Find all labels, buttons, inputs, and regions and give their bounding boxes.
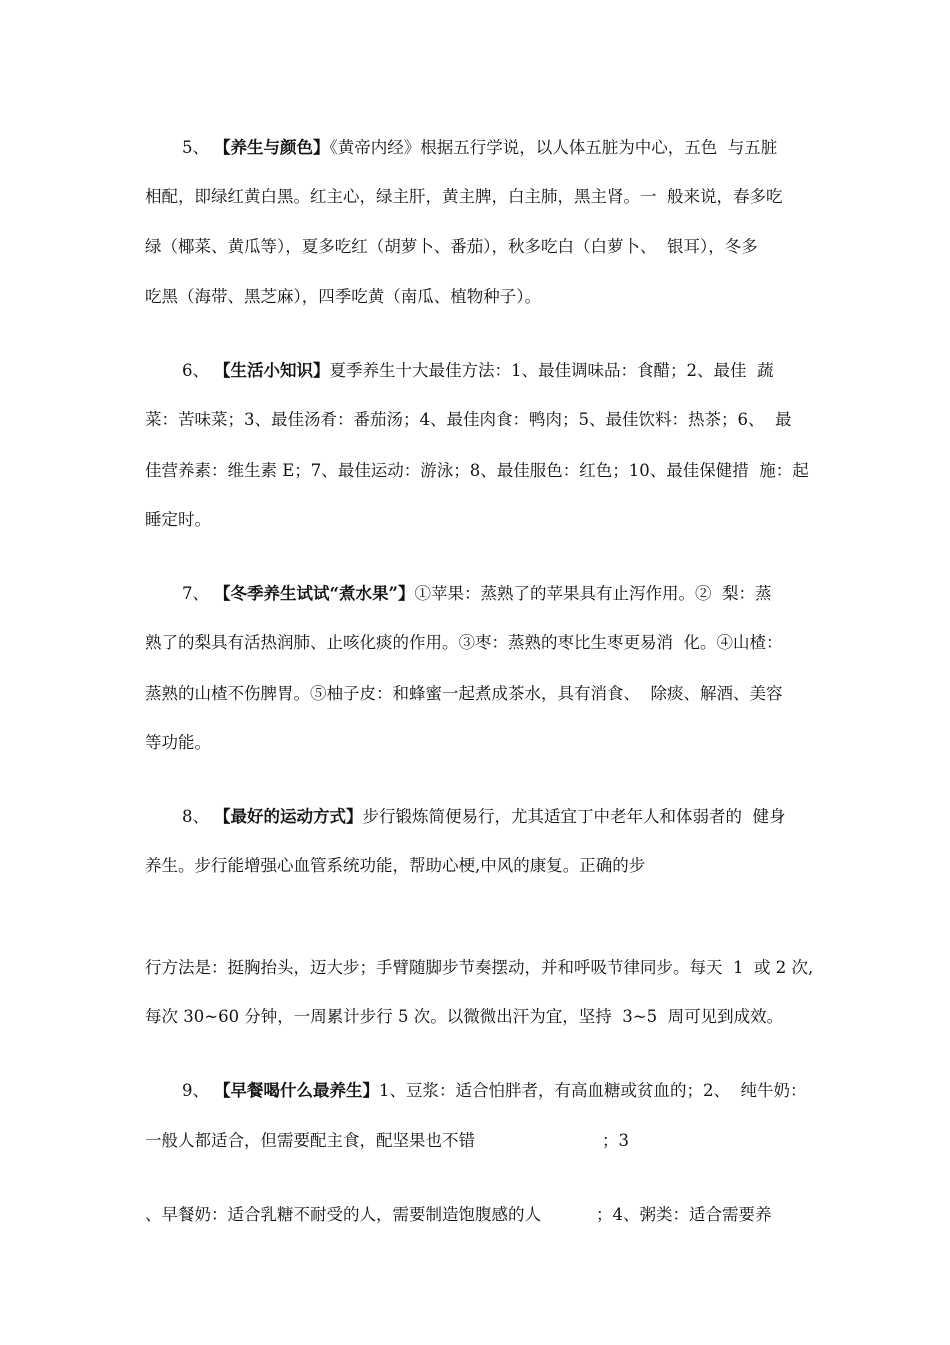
item-number: 5、 [182, 138, 209, 157]
item-6-line-1 [182, 361, 774, 381]
item-text: ①苹果：蒸熟了的苹果具有止泻作用。② 梨：蒸 [414, 584, 772, 603]
item-text: 步行锻炼简便易行，尤其适宜丁中老年人和体弱者的 健身 [362, 807, 786, 826]
item-number: 9、 [182, 1081, 209, 1100]
item-7-line-2: 熟了的梨具有活热润肺、止咳化痰的作用。③枣：蒸熟的枣比生枣更易消 化。④山楂： [145, 633, 783, 652]
item-9-line-2-tail: ；3 [602, 1131, 629, 1150]
item-9-line-1 [182, 1081, 807, 1101]
item-text: 《黄帝内经》根据五行学说，以人体五脏为中心，五色 与五脏 [329, 138, 778, 157]
item-8-line-3: 行方法是：挺胸抬头，迈大步；手臂随脚步节奏摆动，并和呼吸节律同步。每天 1 或 2 次, [145, 958, 814, 977]
item-title: 【养生与颜色】 [214, 138, 330, 157]
item-title: 【最好的运动方式】 [214, 807, 363, 826]
item-title: 【生活小知识】 [214, 361, 330, 380]
item-5-line-4: 吃黑（海带、黑芝麻），四季吃黄（南瓜、植物种子）。 [145, 287, 541, 306]
item-6-line-3: 佳营养素：维生素 E；7、最佳运动：游泳；8、最佳服色：红色；10、最佳保健措 施：起 [145, 461, 809, 480]
item-title: 【冬季养生试试“煮水果”】 [214, 584, 415, 603]
item-8-line-2: 养生。步行能增强心血管系统功能，帮助心梗,中风的康复。正确的步 [145, 856, 646, 875]
item-5-line-1 [182, 138, 777, 158]
item-text: 夏季养生十大最佳方法：1、最佳调味品：食醋；2、最佳 蔬 [329, 361, 774, 380]
item-text: 1、豆浆：适合怕胖者，有高血糖或贫血的；2、 纯牛奶： [379, 1081, 807, 1100]
item-7-line-1 [182, 584, 771, 604]
item-5-line-3: 绿（椰菜、黄瓜等），夏多吃红（胡萝卜、番茄），秋多吃白（白萝卜、 银耳），冬多 [145, 237, 758, 256]
item-9-line-2: 一般人都适合，但需要配主食，配坚果也不错 [145, 1131, 475, 1150]
item-7-line-3: 蒸熟的山楂不伤脾胃。⑤柚子皮：和蜂蜜一起煮成茶水，具有消食、 除痰、解酒、美容 [145, 684, 783, 703]
item-7-line-4: 等功能。 [145, 733, 211, 752]
item-8-line-4: 每次 30~60 分钟，一周累计步行 5 次。以微微出汗为宜，坚持 3~5 周可见到成效。 [145, 1007, 784, 1026]
item-number: 8、 [182, 807, 209, 826]
item-6-line-4: 睡定时。 [145, 510, 211, 529]
item-5-line-2: 相配，即绿红黄白黑。红主心，绿主肝，黄主脾，白主肺，黑主肾。一 般来说，春多吃 [145, 187, 783, 206]
item-9-line-3: 、早餐奶：适合乳糖不耐受的人，需要制造饱腹感的人 [145, 1205, 541, 1224]
item-number: 7、 [182, 584, 209, 603]
item-title: 【早餐喝什么最养生】 [214, 1081, 379, 1100]
item-6-line-2: 菜：苦味菜；3、最佳汤肴：番茄汤；4、最佳肉食：鸭肉；5、最佳饮料：热茶；6、 最 [145, 410, 792, 429]
item-9-line-3-tail: ；4、粥类：适合需要养 [596, 1205, 772, 1224]
item-number: 6、 [182, 361, 209, 380]
item-8-line-1 [182, 807, 786, 827]
